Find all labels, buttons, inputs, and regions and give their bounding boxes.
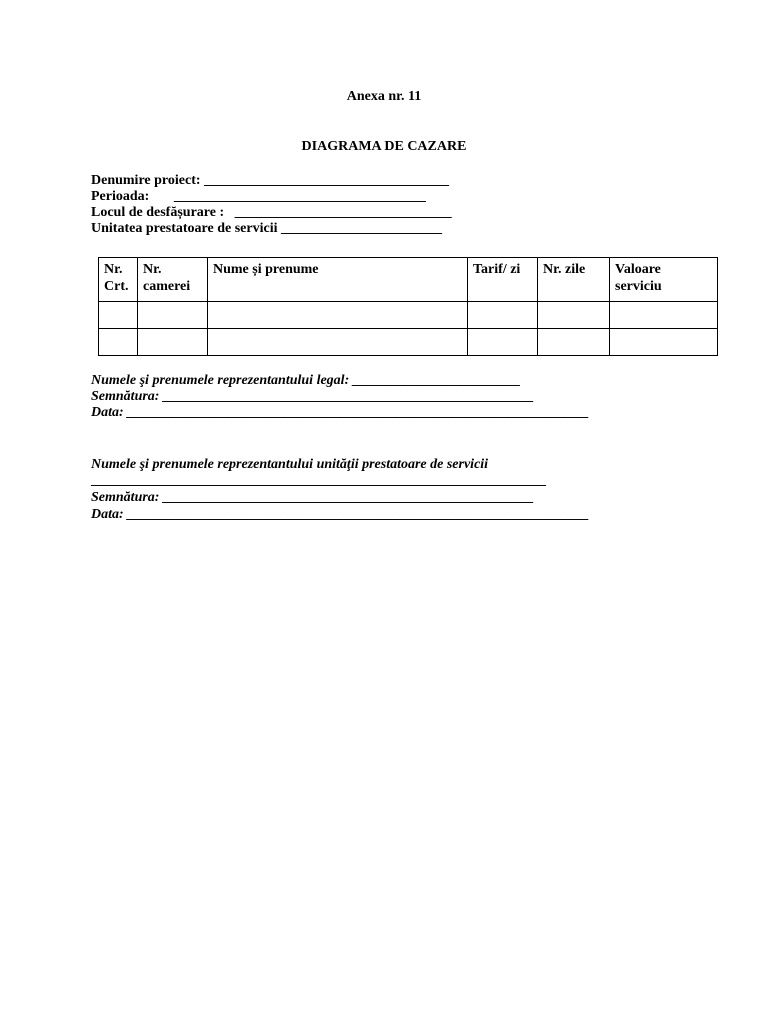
table-cell (538, 302, 610, 329)
legal-rep-name-field (91, 373, 521, 389)
provider-rep-name-blank: _________________________________________________________________ (91, 473, 546, 488)
header-rate-line1: Tarif/ zi (473, 262, 521, 277)
table-cell (208, 302, 468, 329)
table-cell (538, 329, 610, 356)
provider-rep-date-label: Data: (91, 507, 124, 522)
accommodation-table (98, 257, 718, 356)
provider-rep-signature-field (91, 490, 534, 506)
header-nr-days (538, 258, 610, 302)
provider-unit-blank: _______________________ (277, 221, 442, 236)
table-header-row (99, 258, 718, 302)
legal-rep-name-blank: ________________________ (349, 373, 521, 388)
header-room-nr-line2: camerei (143, 279, 191, 294)
provider-unit-field (91, 221, 442, 237)
legal-rep-signature-blank: _____________________________________________________ (159, 389, 534, 404)
legal-rep-signature-label: Semnătura: (91, 389, 160, 404)
header-rate-per-day (468, 258, 538, 302)
header-nr-crt-line2: Crt. (104, 279, 129, 294)
table-row (99, 302, 718, 329)
provider-rep-name-label: Numele şi prenumele reprezentantului unităţii prestatoare de servicii (91, 457, 489, 472)
annex-number: Anexa nr. 11 (346, 89, 422, 104)
project-name-label: Denumire proiect: (91, 173, 201, 188)
document-title: DIAGRAMA DE CAZARE (301, 139, 467, 154)
legal-rep-date-blank: __________________________________________________________________ (123, 405, 590, 420)
table-cell (208, 329, 468, 356)
header-room-nr (138, 258, 208, 302)
location-label: Locul de desfășurare : (91, 205, 225, 220)
header-service-value (610, 258, 718, 302)
table-cell (610, 329, 718, 356)
legal-rep-signature-field (91, 389, 534, 405)
table-cell (468, 329, 538, 356)
table-cell (468, 302, 538, 329)
provider-rep-signature-label: Semnătura: (91, 490, 160, 505)
table-cell (99, 302, 138, 329)
table-cell (138, 329, 208, 356)
period-field (91, 189, 426, 205)
header-nr-crt (99, 258, 138, 302)
location-field (91, 205, 452, 221)
header-service-value-line1: Valoare (615, 262, 661, 277)
period-label: Perioada: (91, 189, 150, 204)
location-blank: _______________________________ (224, 205, 452, 220)
header-full-name (208, 258, 468, 302)
project-name-blank: ___________________________________ (200, 173, 450, 188)
table-cell (99, 329, 138, 356)
provider-unit-label: Unitatea prestatoare de servicii (91, 221, 278, 236)
provider-rep-name-field (91, 457, 488, 473)
header-nr-crt-line1: Nr. (104, 262, 123, 277)
provider-rep-signature-blank: _____________________________________________________ (159, 490, 534, 505)
provider-rep-date-field (91, 507, 589, 523)
table-row (99, 329, 718, 356)
header-nr-days-line1: Nr. zile (543, 262, 586, 277)
legal-rep-date-label: Data: (91, 405, 124, 420)
header-full-name-line1: Nume și prenume (213, 262, 319, 277)
project-name-field (91, 173, 449, 189)
legal-rep-name-label: Numele şi prenumele reprezentantului legal: (91, 373, 350, 388)
table-cell (610, 302, 718, 329)
provider-rep-date-blank: __________________________________________________________________ (123, 507, 590, 522)
legal-rep-date-field (91, 405, 589, 421)
table-cell (138, 302, 208, 329)
period-blank: ____________________________________ (149, 189, 426, 204)
header-service-value-line2: serviciu (615, 279, 662, 294)
header-room-nr-line1: Nr. (143, 262, 162, 277)
